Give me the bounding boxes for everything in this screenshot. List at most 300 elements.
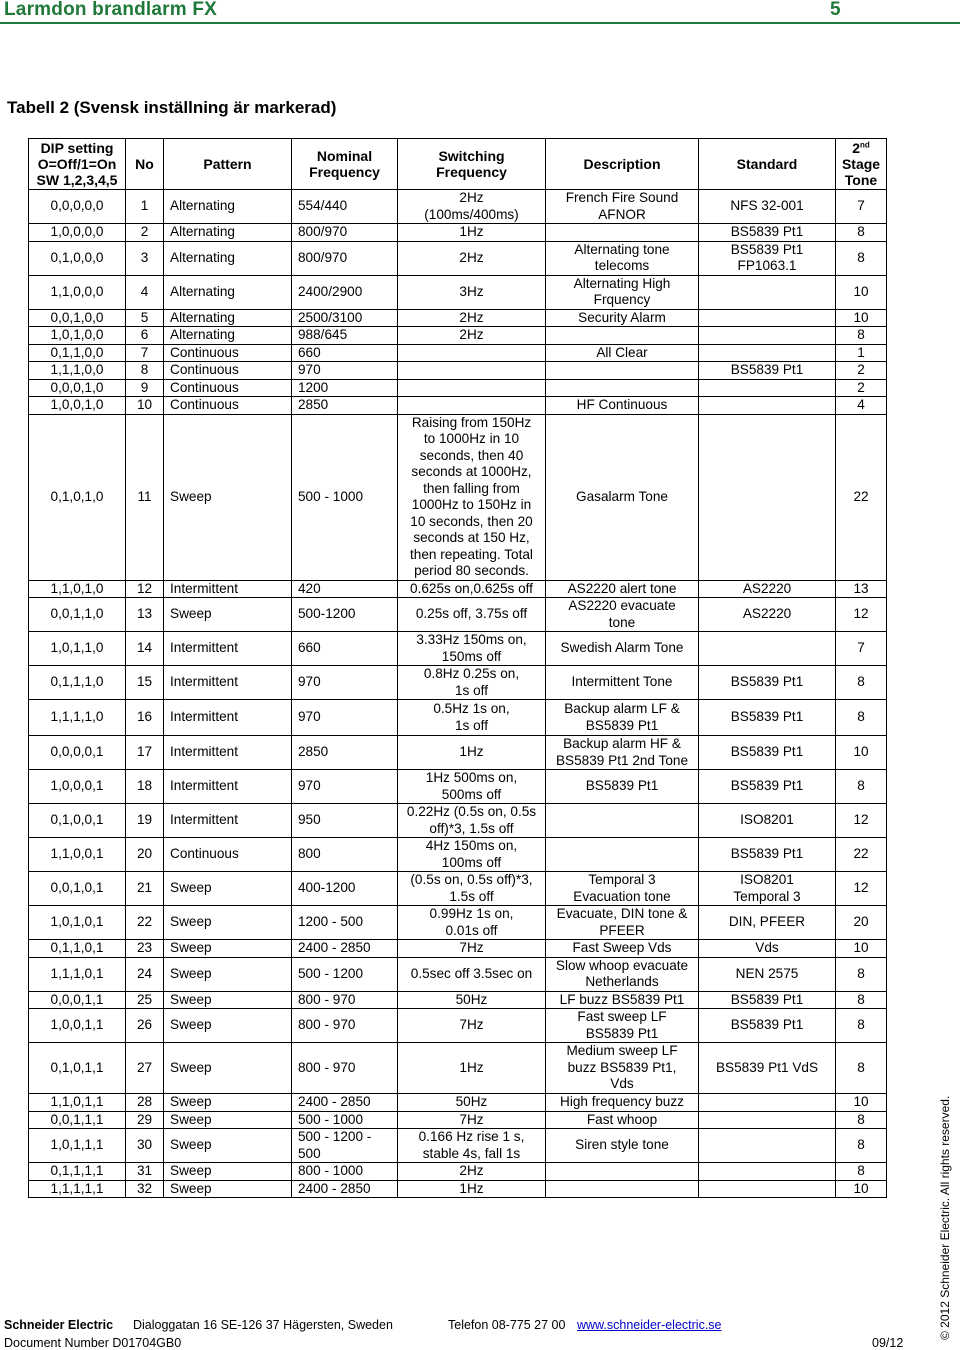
nominal-frequency-cell: 500 - 1000 <box>292 1111 398 1129</box>
pattern-cell: Sweep <box>164 957 292 991</box>
table-row <box>29 1163 887 1181</box>
switching-frequency-cell: 50Hz <box>398 991 546 1009</box>
switching-frequency-cell: 1Hz <box>398 736 546 770</box>
number-cell: 3 <box>126 241 164 275</box>
footer-website-link[interactable]: www.schneider-electric.se <box>577 1318 722 1332</box>
dip-setting-cell: 0,1,1,1,1 <box>29 1163 126 1181</box>
page-header <box>0 0 960 22</box>
table-row <box>29 397 887 415</box>
stage-tone-cell: 12 <box>836 804 887 838</box>
footer-company: Schneider Electric <box>4 1318 114 1332</box>
standard-cell: BS5839 Pt1 <box>699 362 836 380</box>
pattern-cell: Alternating <box>164 275 292 309</box>
dip-setting-cell: 0,1,0,0,1 <box>29 804 126 838</box>
switching-frequency-cell: 0.5Hz 1s on, 1s off <box>398 700 546 736</box>
number-cell: 8 <box>126 362 164 380</box>
description-cell: Backup alarm HF & BS5839 Pt1 2nd Tone <box>546 736 699 770</box>
dip-setting-cell: 1,1,1,0,1 <box>29 957 126 991</box>
standard-cell <box>699 397 836 415</box>
dip-setting-cell: 0,1,0,1,1 <box>29 1043 126 1094</box>
header-description: Description <box>546 139 699 190</box>
number-cell: 29 <box>126 1111 164 1129</box>
number-cell: 24 <box>126 957 164 991</box>
table-row <box>29 838 887 872</box>
standard-cell <box>699 1094 836 1112</box>
dip-setting-cell: 0,0,1,0,1 <box>29 872 126 906</box>
number-cell: 21 <box>126 872 164 906</box>
table-row <box>29 770 887 804</box>
table-row <box>29 344 887 362</box>
pattern-cell: Sweep <box>164 598 292 632</box>
dip-setting-cell: 0,1,0,0,0 <box>29 241 126 275</box>
number-cell: 28 <box>126 1094 164 1112</box>
dip-setting-cell: 1,0,0,0,1 <box>29 770 126 804</box>
nominal-frequency-cell: 2400/2900 <box>292 275 398 309</box>
standard-cell: BS5839 Pt1 <box>699 838 836 872</box>
stage-tone-cell: 8 <box>836 957 887 991</box>
table-header-row <box>29 139 887 190</box>
pattern-cell: Alternating <box>164 327 292 345</box>
footer-address: Dialoggatan 16 SE-126 37 Hägersten, Sweden <box>133 1318 393 1332</box>
dip-setting-cell: 1,0,1,1,1 <box>29 1129 126 1163</box>
standard-cell <box>699 632 836 666</box>
dip-setting-cell: 1,1,1,0,0 <box>29 362 126 380</box>
description-cell: Fast sweep LF BS5839 Pt1 <box>546 1009 699 1043</box>
switching-frequency-cell: 0.8Hz 0.25s on, 1s off <box>398 666 546 700</box>
number-cell: 25 <box>126 991 164 1009</box>
number-cell: 15 <box>126 666 164 700</box>
table-row <box>29 414 887 580</box>
table-row <box>29 362 887 380</box>
switching-frequency-cell: 0.625s on,0.625s off <box>398 580 546 598</box>
stage-tone-cell: 13 <box>836 580 887 598</box>
description-cell <box>546 327 699 345</box>
nominal-frequency-cell: 660 <box>292 632 398 666</box>
description-cell: HF Continuous <box>546 397 699 415</box>
standard-cell: BS5839 Pt1 <box>699 700 836 736</box>
number-cell: 22 <box>126 906 164 940</box>
stage-tone-cell: 8 <box>836 1129 887 1163</box>
switching-frequency-cell: 0.25s off, 3.75s off <box>398 598 546 632</box>
nominal-frequency-cell: 2400 - 2850 <box>292 1094 398 1112</box>
table-row <box>29 327 887 345</box>
standard-cell: BS5839 Pt1 <box>699 991 836 1009</box>
nominal-frequency-cell: 970 <box>292 666 398 700</box>
standard-cell <box>699 344 836 362</box>
stage-tone-cell: 8 <box>836 327 887 345</box>
switching-frequency-cell <box>398 362 546 380</box>
dip-setting-cell: 0,0,0,0,1 <box>29 736 126 770</box>
table-row <box>29 736 887 770</box>
copyright-notice: © 2012 Schneider Electric. All rights reserved. <box>938 1095 952 1340</box>
standard-cell: BS5839 Pt1 <box>699 1009 836 1043</box>
table-title: Tabell 2 (Svensk inställning är markerad) <box>7 98 337 117</box>
description-cell <box>546 804 699 838</box>
description-cell: Medium sweep LF buzz BS5839 Pt1, Vds <box>546 1043 699 1094</box>
nominal-frequency-cell: 1200 - 500 <box>292 906 398 940</box>
description-cell: AS2220 evacuate tone <box>546 598 699 632</box>
header-switching-frequency: Switching Frequency <box>398 139 546 190</box>
number-cell: 12 <box>126 580 164 598</box>
switching-frequency-cell: 0.99Hz 1s on, 0.01s off <box>398 906 546 940</box>
standard-cell: AS2220 <box>699 580 836 598</box>
switching-frequency-cell: 1Hz <box>398 1180 546 1198</box>
dip-setting-cell: 0,0,0,0,0 <box>29 190 126 224</box>
standard-cell <box>699 309 836 327</box>
stage-tone-cell: 7 <box>836 632 887 666</box>
dip-setting-cell: 1,0,1,1,0 <box>29 632 126 666</box>
switching-frequency-cell <box>398 344 546 362</box>
number-cell: 9 <box>126 379 164 397</box>
standard-cell: Vds <box>699 940 836 958</box>
stage-tone-cell: 10 <box>836 736 887 770</box>
number-cell: 13 <box>126 598 164 632</box>
nominal-frequency-cell: 554/440 <box>292 190 398 224</box>
table-row <box>29 872 887 906</box>
nominal-frequency-cell: 800/970 <box>292 224 398 242</box>
description-cell: Intermittent Tone <box>546 666 699 700</box>
pattern-cell: Intermittent <box>164 700 292 736</box>
pattern-cell: Alternating <box>164 190 292 224</box>
table-row <box>29 598 887 632</box>
pattern-cell: Alternating <box>164 309 292 327</box>
stage-tone-cell: 12 <box>836 872 887 906</box>
stage-tone-cell: 10 <box>836 309 887 327</box>
standard-cell: ISO8201 Temporal 3 <box>699 872 836 906</box>
standard-cell <box>699 1129 836 1163</box>
dip-setting-cell: 0,0,1,1,0 <box>29 598 126 632</box>
standard-cell: NFS 32-001 <box>699 190 836 224</box>
number-cell: 26 <box>126 1009 164 1043</box>
description-cell <box>546 224 699 242</box>
description-cell: AS2220 alert tone <box>546 580 699 598</box>
pattern-cell: Alternating <box>164 224 292 242</box>
description-cell: Fast whoop <box>546 1111 699 1129</box>
stage-tone-cell: 22 <box>836 838 887 872</box>
nominal-frequency-cell: 500 - 1200 <box>292 957 398 991</box>
pattern-cell: Sweep <box>164 1180 292 1198</box>
nominal-frequency-cell: 2850 <box>292 397 398 415</box>
dip-setting-cell: 0,1,1,0,1 <box>29 940 126 958</box>
nominal-frequency-cell: 660 <box>292 344 398 362</box>
table-body <box>29 190 887 1198</box>
number-cell: 31 <box>126 1163 164 1181</box>
switching-frequency-cell: 7Hz <box>398 940 546 958</box>
pattern-cell: Sweep <box>164 1094 292 1112</box>
pattern-cell: Sweep <box>164 1043 292 1094</box>
standard-cell: BS5839 Pt1 <box>699 736 836 770</box>
number-cell: 4 <box>126 275 164 309</box>
standard-cell <box>699 275 836 309</box>
number-cell: 2 <box>126 224 164 242</box>
description-cell <box>546 362 699 380</box>
switching-frequency-cell: 0.5sec off 3.5sec on <box>398 957 546 991</box>
footer-phone: Telefon 08-775 27 00 <box>448 1318 566 1332</box>
number-cell: 23 <box>126 940 164 958</box>
description-cell: Gasalarm Tone <box>546 414 699 580</box>
switching-frequency-cell <box>398 397 546 415</box>
number-cell: 16 <box>126 700 164 736</box>
header-dip-setting: DIP setting O=Off/1=On SW 1,2,3,4,5 <box>29 139 126 190</box>
pattern-cell: Intermittent <box>164 666 292 700</box>
switching-frequency-cell: 50Hz <box>398 1094 546 1112</box>
description-cell: Evacuate, DIN tone & PFEER <box>546 906 699 940</box>
dip-setting-cell: 0,1,0,1,0 <box>29 414 126 580</box>
dip-setting-cell: 1,0,0,1,1 <box>29 1009 126 1043</box>
number-cell: 11 <box>126 414 164 580</box>
pattern-cell: Continuous <box>164 344 292 362</box>
stage-tone-cell: 8 <box>836 1043 887 1094</box>
pattern-cell: Sweep <box>164 940 292 958</box>
table-row <box>29 906 887 940</box>
standard-cell: BS5839 Pt1 <box>699 666 836 700</box>
switching-frequency-cell: Raising from 150Hz to 1000Hz in 10 seconds, then 40 seconds at 1000Hz, then falling from 1000Hz to 150Hz in 10 seconds, then 20 seconds at 150 Hz, then repeating. Total period 80 seconds. <box>398 414 546 580</box>
switching-frequency-cell: 2Hz <box>398 309 546 327</box>
switching-frequency-cell: 1Hz <box>398 224 546 242</box>
stage-tone-cell: 10 <box>836 275 887 309</box>
pattern-cell: Intermittent <box>164 770 292 804</box>
nominal-frequency-cell: 970 <box>292 362 398 380</box>
standard-cell: NEN 2575 <box>699 957 836 991</box>
dip-setting-cell: 1,1,0,1,0 <box>29 580 126 598</box>
number-cell: 18 <box>126 770 164 804</box>
table-row <box>29 1009 887 1043</box>
nominal-frequency-cell: 2400 - 2850 <box>292 940 398 958</box>
switching-frequency-cell <box>398 379 546 397</box>
standard-cell <box>699 1180 836 1198</box>
nominal-frequency-cell: 800 <box>292 838 398 872</box>
stage-tone-cell: 4 <box>836 397 887 415</box>
dip-setting-cell: 1,1,0,1,1 <box>29 1094 126 1112</box>
nominal-frequency-cell: 800 - 1000 <box>292 1163 398 1181</box>
stage-tone-cell: 8 <box>836 1163 887 1181</box>
dip-setting-cell: 0,1,1,0,0 <box>29 344 126 362</box>
stage-tone-cell: 20 <box>836 906 887 940</box>
pattern-cell: Sweep <box>164 1163 292 1181</box>
table-row <box>29 991 887 1009</box>
stage-tone-cell: 10 <box>836 1180 887 1198</box>
header-rule <box>0 22 960 24</box>
switching-frequency-cell: 2Hz <box>398 327 546 345</box>
dip-setting-cell: 0,1,1,1,0 <box>29 666 126 700</box>
switching-frequency-cell: 2Hz <box>398 241 546 275</box>
page-number: 5 <box>830 0 841 20</box>
pattern-cell: Sweep <box>164 872 292 906</box>
stage-tone-cell: 8 <box>836 224 887 242</box>
pattern-cell: Continuous <box>164 362 292 380</box>
dip-setting-cell: 1,1,0,0,1 <box>29 838 126 872</box>
pattern-cell: Sweep <box>164 906 292 940</box>
number-cell: 1 <box>126 190 164 224</box>
table-row <box>29 580 887 598</box>
switching-frequency-cell: 0.166 Hz rise 1 s, stable 4s, fall 1s <box>398 1129 546 1163</box>
nominal-frequency-cell: 970 <box>292 700 398 736</box>
pattern-cell: Sweep <box>164 1111 292 1129</box>
table-row <box>29 1111 887 1129</box>
nominal-frequency-cell: 988/645 <box>292 327 398 345</box>
stage-tone-cell: 8 <box>836 991 887 1009</box>
table-row <box>29 1129 887 1163</box>
description-cell: BS5839 Pt1 <box>546 770 699 804</box>
nominal-frequency-cell: 500 - 1000 <box>292 414 398 580</box>
number-cell: 19 <box>126 804 164 838</box>
pattern-cell: Continuous <box>164 838 292 872</box>
table-row <box>29 190 887 224</box>
footer-document-number: Document Number D01704GB0 <box>4 1336 182 1350</box>
nominal-frequency-cell: 2400 - 2850 <box>292 1180 398 1198</box>
pattern-cell: Sweep <box>164 414 292 580</box>
pattern-cell: Sweep <box>164 1009 292 1043</box>
number-cell: 7 <box>126 344 164 362</box>
standard-cell: BS5839 Pt1 <box>699 224 836 242</box>
stage-tone-cell: 8 <box>836 700 887 736</box>
nominal-frequency-cell: 970 <box>292 770 398 804</box>
table-row <box>29 241 887 275</box>
switching-frequency-cell: (0.5s on, 0.5s off)*3, 1.5s off <box>398 872 546 906</box>
dip-setting-cell: 0,0,1,1,1 <box>29 1111 126 1129</box>
stage-tone-cell: 12 <box>836 598 887 632</box>
header-no: No <box>126 139 164 190</box>
stage-tone-number: 2 <box>852 140 860 156</box>
dip-setting-cell: 1,1,0,0,0 <box>29 275 126 309</box>
number-cell: 17 <box>126 736 164 770</box>
switching-frequency-cell: 2Hz (100ms/400ms) <box>398 190 546 224</box>
description-cell: Fast Sweep Vds <box>546 940 699 958</box>
table-row <box>29 666 887 700</box>
dip-setting-cell: 1,0,1,0,1 <box>29 906 126 940</box>
standard-cell <box>699 379 836 397</box>
dip-setting-cell: 1,1,1,1,1 <box>29 1180 126 1198</box>
stage-tone-superscript: nd <box>860 140 870 150</box>
number-cell: 6 <box>126 327 164 345</box>
description-cell <box>546 379 699 397</box>
number-cell: 5 <box>126 309 164 327</box>
standard-cell: DIN, PFEER <box>699 906 836 940</box>
dip-setting-cell: 0,0,0,1,1 <box>29 991 126 1009</box>
standard-cell <box>699 414 836 580</box>
number-cell: 27 <box>126 1043 164 1094</box>
table-row <box>29 379 887 397</box>
standard-cell <box>699 327 836 345</box>
standard-cell: BS5839 Pt1 VdS <box>699 1043 836 1094</box>
stage-tone-label: Stage Tone <box>841 156 881 188</box>
stage-tone-cell: 1 <box>836 344 887 362</box>
dip-setting-cell: 1,1,1,1,0 <box>29 700 126 736</box>
nominal-frequency-cell: 2500/3100 <box>292 309 398 327</box>
description-cell: Slow whoop evacuate Netherlands <box>546 957 699 991</box>
nominal-frequency-cell: 800/970 <box>292 241 398 275</box>
dip-setting-cell: 0,0,0,1,0 <box>29 379 126 397</box>
description-cell: All Clear <box>546 344 699 362</box>
switching-frequency-cell: 7Hz <box>398 1111 546 1129</box>
stage-tone-cell: 10 <box>836 1094 887 1112</box>
stage-tone-cell: 8 <box>836 1111 887 1129</box>
table-row <box>29 1094 887 1112</box>
standard-cell <box>699 1163 836 1181</box>
header-nominal-frequency: Nominal Frequency <box>292 139 398 190</box>
pattern-cell: Sweep <box>164 1129 292 1163</box>
table-row <box>29 1043 887 1094</box>
description-cell: Siren style tone <box>546 1129 699 1163</box>
header-stage-tone <box>836 139 887 190</box>
standard-cell: ISO8201 <box>699 804 836 838</box>
switching-frequency-cell: 3Hz <box>398 275 546 309</box>
pattern-cell: Sweep <box>164 991 292 1009</box>
header-pattern: Pattern <box>164 139 292 190</box>
number-cell: 10 <box>126 397 164 415</box>
pattern-cell: Continuous <box>164 379 292 397</box>
footer-date: 09/12 <box>872 1336 904 1350</box>
description-cell: High frequency buzz <box>546 1094 699 1112</box>
nominal-frequency-cell: 420 <box>292 580 398 598</box>
dip-setting-cell: 0,0,1,0,0 <box>29 309 126 327</box>
standard-cell: AS2220 <box>699 598 836 632</box>
switching-frequency-cell: 0.22Hz (0.5s on, 0.5s off)*3, 1.5s off <box>398 804 546 838</box>
table-row <box>29 275 887 309</box>
nominal-frequency-cell: 800 - 970 <box>292 991 398 1009</box>
table-row <box>29 700 887 736</box>
number-cell: 32 <box>126 1180 164 1198</box>
nominal-frequency-cell: 950 <box>292 804 398 838</box>
brand-title: Larmdon brandlarm FX <box>4 0 218 20</box>
description-cell: Swedish Alarm Tone <box>546 632 699 666</box>
dip-setting-cell: 1,0,1,0,0 <box>29 327 126 345</box>
pattern-cell: Intermittent <box>164 580 292 598</box>
nominal-frequency-cell: 800 - 970 <box>292 1043 398 1094</box>
description-cell: Alternating High Frquency <box>546 275 699 309</box>
description-cell: Alternating tone telecoms <box>546 241 699 275</box>
nominal-frequency-cell: 800 - 970 <box>292 1009 398 1043</box>
nominal-frequency-cell: 2850 <box>292 736 398 770</box>
dip-setting-cell: 1,0,0,1,0 <box>29 397 126 415</box>
header-standard: Standard <box>699 139 836 190</box>
standard-cell: BS5839 Pt1 FP1063.1 <box>699 241 836 275</box>
stage-tone-cell: 8 <box>836 1009 887 1043</box>
table-row <box>29 957 887 991</box>
description-cell <box>546 838 699 872</box>
number-cell: 30 <box>126 1129 164 1163</box>
pattern-cell: Alternating <box>164 241 292 275</box>
switching-frequency-cell: 1Hz 500ms on, 500ms off <box>398 770 546 804</box>
standard-cell: BS5839 Pt1 <box>699 770 836 804</box>
description-cell: Security Alarm <box>546 309 699 327</box>
switching-frequency-cell: 4Hz 150ms on, 100ms off <box>398 838 546 872</box>
stage-tone-cell: 7 <box>836 190 887 224</box>
switching-frequency-cell: 3.33Hz 150ms on, 150ms off <box>398 632 546 666</box>
stage-tone-cell: 10 <box>836 940 887 958</box>
stage-tone-cell: 2 <box>836 379 887 397</box>
nominal-frequency-cell: 500-1200 <box>292 598 398 632</box>
table-row <box>29 632 887 666</box>
table-row <box>29 309 887 327</box>
description-cell: LF buzz BS5839 Pt1 <box>546 991 699 1009</box>
dip-setting-cell: 1,0,0,0,0 <box>29 224 126 242</box>
description-cell <box>546 1163 699 1181</box>
switching-frequency-cell: 1Hz <box>398 1043 546 1094</box>
stage-tone-cell: 22 <box>836 414 887 580</box>
switching-frequency-cell: 2Hz <box>398 1163 546 1181</box>
table-row <box>29 940 887 958</box>
description-cell: Temporal 3 Evacuation tone <box>546 872 699 906</box>
standard-cell <box>699 1111 836 1129</box>
nominal-frequency-cell: 500 - 1200 - 500 <box>292 1129 398 1163</box>
pattern-cell: Intermittent <box>164 804 292 838</box>
switching-frequency-cell: 7Hz <box>398 1009 546 1043</box>
dip-settings-table <box>28 138 887 1198</box>
description-cell <box>546 1180 699 1198</box>
pattern-cell: Intermittent <box>164 632 292 666</box>
number-cell: 14 <box>126 632 164 666</box>
